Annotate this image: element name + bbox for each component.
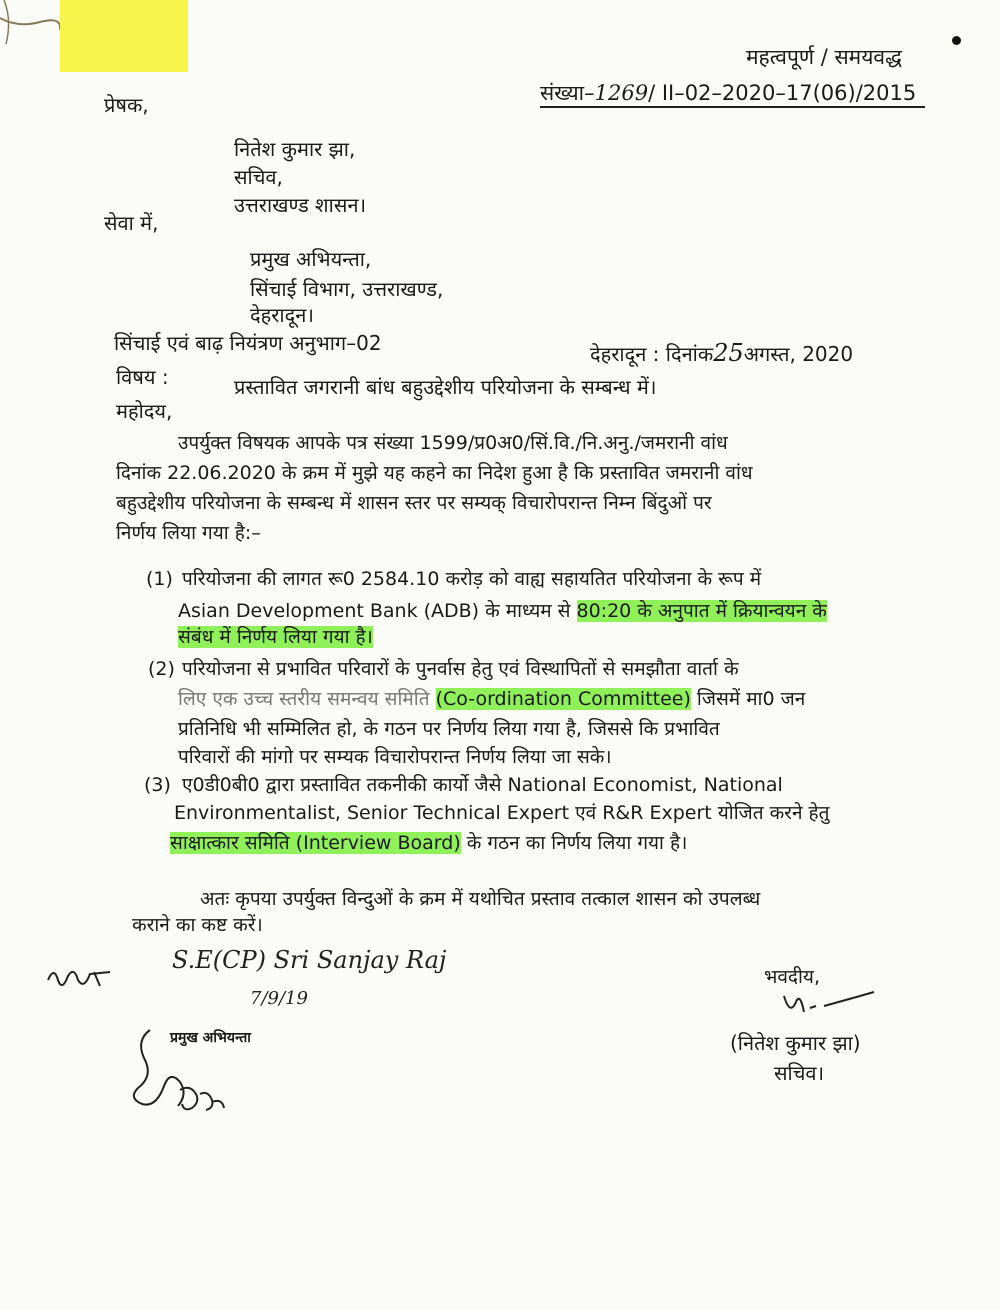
salutation: महोदय,: [116, 399, 173, 423]
stamp-label: प्रमुख अभियन्ता: [170, 1030, 251, 1046]
priority-label: महत्वपूर्ण / समयवद्ध: [746, 45, 902, 69]
ref-prefix: संख्या–: [540, 81, 595, 105]
point-3-line-1: ए0डी0बी0 द्वारा प्रस्तावित तकनीकी कार्यो जैसे National Economist, National: [182, 774, 783, 796]
point-1-line-1: परियोजना की लागत रू0 2584.10 करोड़ को वाह्य सहायतित परियोजना के रूप में: [182, 568, 762, 590]
date-note-handwritten: 7/9/19: [250, 988, 308, 1009]
point-1-highlight-b: संबंध में निर्णय लिया गया है।: [178, 626, 373, 648]
point-2-line-4: परिवारों की मांगो पर सम्यक विचारोपरान्त निर्णय लिया जा सके।: [178, 746, 612, 768]
secretary-name: (नितेश कुमार झा): [730, 1031, 861, 1055]
point-2-line-2: [178, 686, 805, 712]
secretary-signature: [780, 990, 880, 1020]
point-2-highlight: (Co-ordination Committee): [435, 688, 691, 710]
point-1-number: (1): [146, 568, 173, 590]
point-3-highlight: साक्षात्कार समिति (Interview Board): [170, 832, 461, 854]
point-3-line-2: Environmentalist, Senior Technical Expert एवं R&R Expert योजित करने हेतु: [174, 802, 830, 824]
point-2-number: (2): [148, 658, 175, 680]
intro-line-3: बहुउद्देशीय परियोजना के सम्बन्ध में शासन स्तर पर सम्यक् विचारोपरान्त निम्न बिंदुओं पर: [116, 492, 712, 514]
ref-underline: [540, 104, 925, 110]
signature-scribble-left: [120, 1020, 240, 1120]
letter-date: [590, 340, 853, 367]
point-1-line-3: [178, 624, 373, 650]
secretary-designation: सचिव।: [774, 1061, 825, 1085]
point-1-line-2: [178, 598, 827, 624]
point-3-number: (3): [144, 774, 171, 796]
subject-text: प्रस्तावित जगरानी बांध बहुउद्देशीय परियोजना के सम्बन्ध में।: [234, 375, 657, 399]
point-2-line-2-rest: जिसमें मा0 जन: [690, 688, 806, 710]
intro-line-2: दिनांक 22.06.2020 के क्रम में मुझे यह कहने का निदेश हुआ है कि प्रस्तावित जमरानी वांध: [116, 462, 753, 484]
recipient-department: सिंचाई विभाग, उत्तराखण्ड,: [250, 277, 444, 301]
point-1-highlight-a: 80:20 के अनुपात में क्रियान्वयन के: [576, 600, 827, 622]
recipient-name: प्रमुख अभियन्ता,: [250, 247, 372, 271]
intro-line-4: निर्णय लिया गया है:–: [116, 522, 261, 544]
point-1-line-2-plain: Asian Development Bank (ADB) के माध्यम से: [178, 600, 577, 622]
recipient-label: सेवा में,: [104, 211, 159, 235]
yours-faithfully: भवदीय,: [764, 966, 820, 988]
date-day-handwritten: 25: [713, 339, 744, 367]
point-2-line-1: परियोजना से प्रभावित परिवारों के पुनर्वास हेतु एवं विस्थापितों से समझौता वार्ता के: [182, 658, 739, 680]
punch-dot: [952, 36, 961, 45]
point-2-line-3: प्रतिनिधि भी सम्मिलित हो, के गठन पर निर्णय लिया गया है, जिससे कि प्रभावित: [178, 718, 720, 740]
reference-number: [540, 80, 916, 106]
ref-handwritten: 1269: [594, 81, 649, 105]
sender-office: उत्तराखण्ड शासन।: [234, 193, 367, 217]
point-2-line-2-plain: लिए एक उच्च स्तरीय समन्वय समिति: [178, 688, 436, 710]
date-suffix: अगस्त, 2020: [743, 342, 854, 366]
sender-label: प्रेषक,: [104, 93, 149, 117]
point-3-line-3: [170, 830, 687, 856]
ref-suffix: / II–02–2020–17(06)/2015: [648, 81, 917, 105]
section-label: सिंचाई एवं बाढ़ नियंत्रण अनुभाग–02: [114, 331, 382, 355]
sender-designation: सचिव,: [234, 165, 283, 189]
sticky-note: [60, 0, 188, 72]
closing-line-2: कराने का कष्ट करें।: [132, 914, 263, 936]
initials-scribble: [44, 960, 124, 1000]
closing-line-1: अतः कृपया उपर्युक्त विन्दुओं के क्रम में यथोचित प्रस्ताव तत्काल शासन को उपलब्ध: [200, 888, 761, 910]
margin-note-handwritten: S.E(CP) Sri Sanjay Raj: [172, 946, 447, 974]
binding-string: [0, 0, 60, 60]
date-prefix: देहरादून : दिनांक: [590, 342, 714, 366]
recipient-city: देहरादून।: [250, 303, 314, 327]
sender-name: नितेश कुमार झा,: [234, 137, 356, 161]
intro-line-1: उपर्युक्त विषयक आपके पत्र संख्या 1599/प्र0अ0/सिं.वि./नि.अनु./जमरानी वांध: [178, 432, 728, 454]
point-3-line-3-rest: के गठन का निर्णय लिया गया है।: [460, 832, 688, 854]
subject-label: विषय :: [116, 365, 169, 389]
